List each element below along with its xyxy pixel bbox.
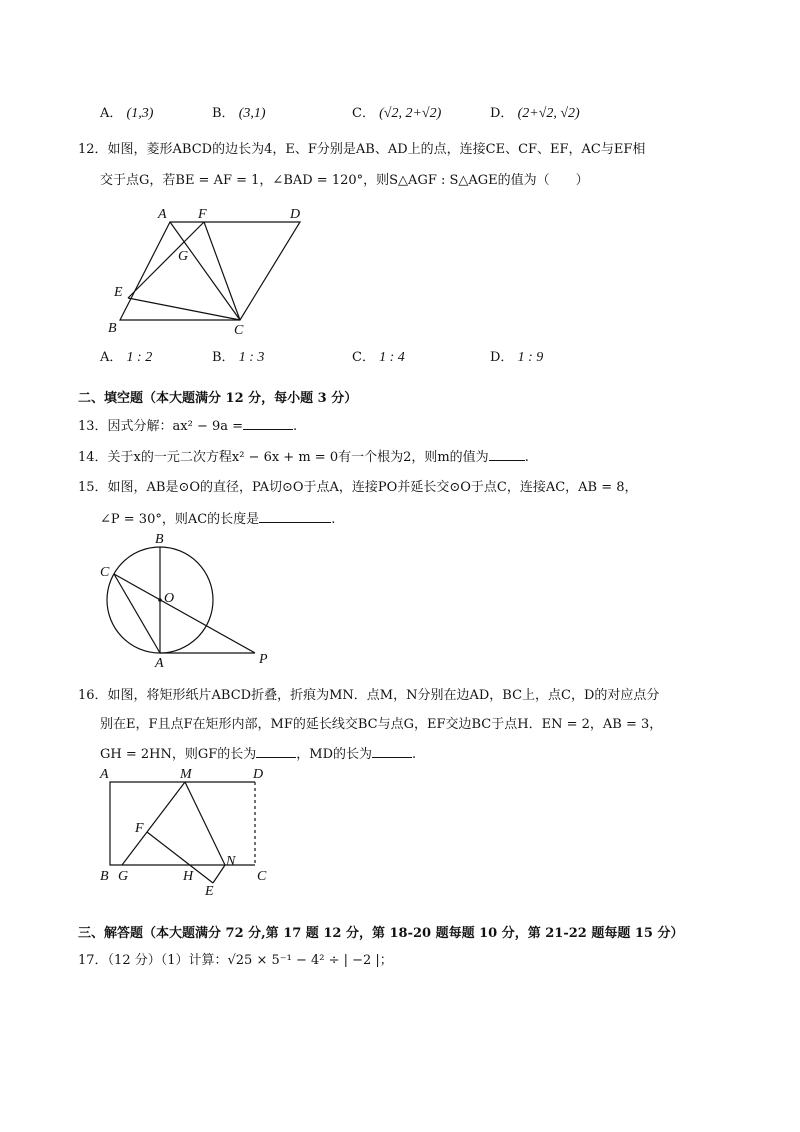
q12-option-b — [212, 348, 264, 368]
section-3-title: 三、解答题（本大题满分 72 分,第 17 题 12 分，第 18-20 题每题 10 分，第 21-22 题每题 15 分） — [78, 926, 684, 941]
q14-end: . — [524, 450, 529, 465]
q15-answer-blank[interactable] — [259, 508, 331, 523]
q17: 17．（12 分）（1）计算：√25 × 5⁻¹ − 4² ÷ | −2 |； — [78, 953, 393, 968]
q11-option-b-letter: B． — [212, 106, 235, 121]
q11-option-b-value: (3,1) — [238, 106, 266, 121]
q16-end: . — [412, 747, 417, 762]
q12-option-c-value: 1 : 4 — [379, 350, 405, 365]
label-h: H — [183, 869, 194, 884]
segment-ce — [128, 298, 240, 320]
q11-option-d — [490, 104, 580, 124]
label-o: O — [164, 591, 175, 606]
label-d: D — [253, 767, 264, 782]
segment-ef — [128, 222, 204, 298]
q12-option-d — [490, 348, 543, 368]
q11-option-a — [100, 104, 153, 124]
q16-line2: 别在E，F且点F在矩形内部，MF的延长线交BC与点G，EF交边BC于点H．EN = 2，AB = 3， — [100, 717, 663, 732]
line-cp — [114, 574, 255, 653]
label-a: A — [158, 207, 167, 222]
chord-ac — [114, 574, 160, 653]
q11-option-c-letter: C． — [352, 106, 375, 121]
label-b: B — [155, 532, 164, 547]
q16-answer-blank-1[interactable] — [256, 743, 296, 758]
q16-line3 — [100, 743, 416, 765]
q15-end: . — [331, 512, 336, 527]
center-o-dot — [158, 598, 162, 602]
q12-option-a-value: 1 : 2 — [126, 350, 153, 365]
q14-text: 14．关于x的一元二次方程x² − 6x + m = 0有一个根为2，则m的值为 — [78, 450, 489, 465]
q12-option-d-letter: D． — [490, 350, 514, 365]
label-c: C — [100, 565, 110, 580]
label-g: G — [118, 869, 129, 884]
q16-line1: 16．如图，将矩形纸片ABCD折叠，折痕为MN．点M，N分别在边AD，BC上，点C，D的对应点分 — [78, 688, 660, 703]
label-f: F — [135, 821, 144, 836]
q11-option-d-value: (2+√2, √2) — [517, 106, 580, 121]
label-d: D — [290, 207, 301, 222]
label-n: N — [226, 854, 236, 869]
q12-line2: 交于点G，若BE = AF = 1，∠BAD = 120°，则S△AGF : S△AGE的值为（ ） — [100, 173, 589, 188]
q11-option-a-letter: A． — [100, 106, 123, 121]
q15-line1: 15．如图，AB是⊙O的直径，PA切⊙O于点A，连接PO并延长交⊙O于点C，连接AC，AB = 8， — [78, 480, 638, 495]
label-m: M — [180, 767, 192, 782]
q15-circle-figure — [95, 530, 285, 670]
q16-rectangle-figure — [95, 765, 285, 900]
q11-option-b — [212, 104, 266, 124]
label-f: F — [198, 207, 207, 222]
q12-rhombus-figure — [100, 200, 320, 340]
q13 — [78, 415, 297, 437]
label-a: A — [100, 767, 109, 782]
q11-option-c-value: (√2, 2+√2) — [379, 106, 442, 121]
label-e: E — [205, 884, 214, 899]
label-a: A — [155, 656, 164, 670]
q12-line1: 12．如图，菱形ABCD的边长为4，E、F分别是AB、AD上的点，连接CE、CF、EF，AC与EF相 — [78, 142, 646, 157]
q12-option-b-value: 1 : 3 — [238, 350, 265, 365]
crease-mn — [185, 782, 225, 865]
label-b: B — [100, 869, 109, 884]
q13-answer-blank[interactable] — [243, 415, 293, 430]
label-p: P — [259, 652, 268, 667]
q14-answer-blank[interactable] — [489, 446, 525, 461]
q16-answer-blank-2[interactable] — [372, 743, 412, 758]
segment-fe — [147, 832, 213, 883]
label-c: C — [234, 323, 244, 338]
q12-option-b-letter: B． — [212, 350, 235, 365]
q12-option-a — [100, 348, 152, 368]
q13-text: 13．因式分解：ax² − 9a = — [78, 419, 244, 434]
q16-line3b: ，MD的长为 — [296, 747, 373, 762]
label-b: B — [108, 321, 117, 336]
q16-line3a: GH = 2HN，则GF的长为 — [100, 747, 257, 762]
label-g: G — [178, 249, 189, 264]
q12-option-d-value: 1 : 9 — [517, 350, 544, 365]
q14 — [78, 446, 529, 468]
label-e: E — [114, 285, 123, 300]
q12-option-c-letter: C． — [352, 350, 375, 365]
q13-end: . — [293, 419, 298, 434]
q11-option-c — [352, 104, 441, 124]
q11-option-d-letter: D． — [490, 106, 514, 121]
segment-cf — [204, 222, 240, 320]
q12-option-c — [352, 348, 405, 368]
line-mg — [122, 782, 185, 865]
diagonal-ac — [170, 222, 240, 320]
label-c: C — [257, 869, 267, 884]
section-2-title: 二、填空题（本大题满分 12 分，每小题 3 分） — [78, 391, 358, 406]
segment-en — [213, 865, 225, 883]
q12-option-a-letter: A． — [100, 350, 123, 365]
q15-line2 — [100, 508, 335, 530]
q11-option-a-value: (1,3) — [126, 106, 154, 121]
q15-line2-text: ∠P = 30°，则AC的长度是 — [100, 512, 260, 527]
